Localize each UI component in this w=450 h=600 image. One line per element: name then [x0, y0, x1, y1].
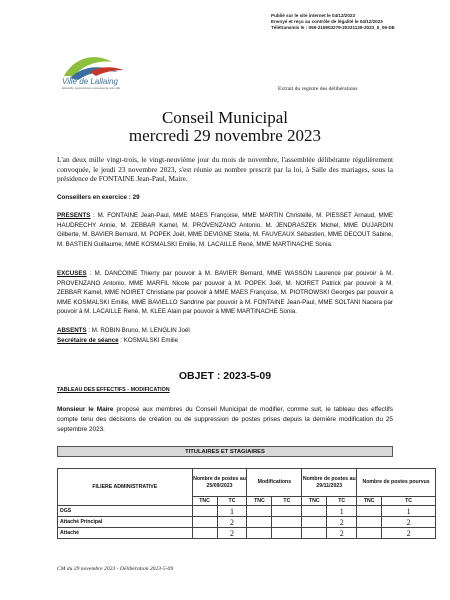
stamp-line-transmitted: Télétransmis le : 059-215903279-20231129-2023_5_09-DE: [271, 25, 395, 30]
cell-value: [357, 528, 382, 539]
col-postes-2911: Nombre de postes au 29/11/2023: [302, 469, 357, 497]
cell-value: 1: [217, 506, 247, 517]
city-logo-icon: [60, 50, 130, 100]
cell-value: 2: [217, 517, 247, 528]
col-postes-2509: Nombre de postes au 25/09/2023: [192, 469, 247, 497]
col-filiere: FILIERE ADMINISTRATIVE: [58, 469, 193, 506]
subject-heading: TABLEAU DES EFFECTIFS - MODIFICATION: [57, 387, 170, 393]
sub-tc: TC: [382, 497, 436, 506]
sub-tnc: TNC: [247, 497, 272, 506]
section-title: TITULAIRES ET STAGIAIRES: [57, 446, 393, 457]
excuses-paragraph: [57, 269, 393, 317]
cell-value: 2: [382, 517, 436, 528]
register-extract-label: Extrait du registre des délibérations: [278, 86, 358, 92]
cell-value: [302, 506, 327, 517]
cell-value: [357, 506, 382, 517]
cell-value: 2: [327, 517, 357, 528]
presents-list: : M. FONTAINE Jean-Paul, MME MAES Françoise, MME MARTIN Christelle, M. PIESSET Arnaud, MME HAUDRECHY Annie, M. ZEBBAR Kamel, M. PROVENZANO Antonio, M. JENDRASZEK Michel, MME DUJARDIN Gilberte, M. BAVIER Bernard, M. POPEK Joël, MME DEVIGNE Stella, M. FAUVEAUX Sébastien, MME DECOUT Sabine, M. BASTIEN Guillaume, MME KOSMALSKI Emilie, M. LACAILLE René, MME MARTINACHE Sonia.: [57, 212, 393, 248]
absents-label: ABSENTS: [57, 327, 87, 334]
excuses-label: EXCUSES: [57, 270, 87, 277]
cell-value: 2: [217, 528, 247, 539]
cell-value: [272, 506, 302, 517]
transmission-stamp: [271, 13, 446, 31]
table-row: [58, 528, 436, 539]
cell-value: [192, 528, 217, 539]
sub-tnc: TNC: [302, 497, 327, 506]
sub-tc: TC: [217, 497, 247, 506]
mayor-proposal-text: propose aux membres du Conseil Municipal de modifier, comme suit, le tableau des effectifs compte tenu des décisions de création ou de suppression de postes prises depuis la dernière modification du 25 septembre 2023.: [57, 406, 393, 433]
secretary-label: Secrétaire de séance: [57, 337, 119, 344]
presents-paragraph: [57, 211, 393, 249]
absents-list: : M. ROBIN Bruno, M. LENGLIN Joël: [86, 327, 190, 334]
excuses-list: : M. DANCOINE Thierry par pouvoir à M. BAVIER Bernard, MME WASSON Laurence par pouvoir à M. PROVENZANO Antonio, MME MARFIL Nicole par pouvoir à M. POPEK Joël, M. NOIRET Patrick par pouvoir à M. ZEBBAR Kamel, MME NOIRET Christiane par pouvoir à MME MAES Françoise, M. PIOTROWSKI Georges par pouvoir à MME KOSMALSKI Emilie, MME BAVIELLO Sandrine par pouvoir à M. FONTAINE Jean-Paul, MME SOLTANI Nacera par pouvoir à M. LACAILLE René, M. KLEE Alain par pouvoir à MME MARTINACHE Sonia.: [57, 270, 393, 316]
sub-tc: TC: [327, 497, 357, 506]
col-modifications: Modifications: [247, 469, 302, 497]
col-postes-pourvus: Nombre de postes pourvus: [357, 469, 436, 497]
document-date: mercredi 29 novembre 2023: [128, 126, 322, 145]
mayor-proposal: [57, 405, 393, 435]
stamp-line-published: Publié sur le site internet le 04/12/2023: [271, 13, 356, 18]
cell-value: [192, 517, 217, 528]
secretary-paragraph: [57, 336, 393, 346]
page-footer: CM du 29 novembre 2023 - Délibération 2023-5-09: [57, 566, 174, 572]
absents-paragraph: [57, 326, 393, 336]
sub-tnc: TNC: [357, 497, 382, 506]
deliberation-object: OBJET : 2023-5-09: [178, 370, 272, 382]
cell-value: 2: [382, 528, 436, 539]
table-row: [58, 517, 436, 528]
table-row: [58, 506, 436, 517]
cell-value: [272, 528, 302, 539]
presents-label: PRESENTS: [57, 212, 91, 219]
cell-value: 1: [382, 506, 436, 517]
cell-value: [247, 528, 272, 539]
sub-tc: TC: [272, 497, 302, 506]
cell-value: [302, 528, 327, 539]
councillors-count: Conseillers en exercice : 29: [57, 194, 140, 201]
logo-tagline: Ensemble, poursuivons le renouveau de notre ville: [62, 87, 121, 90]
logo-name: Ville de Lallaing: [62, 77, 118, 86]
intro-paragraph: L'an deux mille vingt-trois, le vingt-neuvième jour du mois de novembre, l'assemblée délibérante régulièrement convoquée, le jeudi 23 novembre 2023, s'est réunie au nombre prescrit par la loi, à Salle des mariages, sous la présidence de FONTAINE Jean-Paul, Maire.: [57, 155, 393, 184]
secretary-name: : KOSMALSKI Emilie: [118, 337, 179, 344]
cell-value: [302, 517, 327, 528]
document-title: Conseil Municipal: [161, 108, 289, 127]
cell-value: [247, 517, 272, 528]
cell-value: [357, 517, 382, 528]
cell-value: [247, 506, 272, 517]
cell-grade: DGS: [58, 506, 193, 517]
cell-value: 1: [327, 506, 357, 517]
cell-value: 2: [327, 528, 357, 539]
table-header-row: [58, 469, 436, 497]
cell-value: [272, 517, 302, 528]
cell-grade: Attaché: [58, 528, 193, 539]
staff-table: [57, 468, 436, 539]
cell-value: [192, 506, 217, 517]
mayor-label: Monsieur le Maire: [57, 406, 114, 413]
stamp-line-received: Envoyé et reçu au contrôle de légalité le 04/12/2023: [271, 19, 383, 24]
sub-tnc: TNC: [192, 497, 217, 506]
cell-grade: Attaché Principal: [58, 517, 193, 528]
